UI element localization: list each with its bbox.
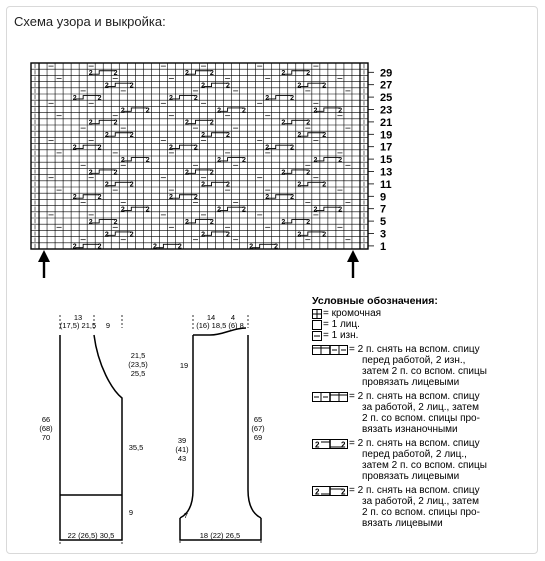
svg-text:2: 2 (297, 231, 302, 239)
svg-text:2: 2 (104, 82, 109, 90)
svg-text:2: 2 (315, 487, 320, 496)
svg-text:2: 2 (313, 107, 318, 115)
svg-text:2: 2 (209, 218, 214, 226)
row-number: 1 (380, 240, 387, 253)
svg-text:2: 2 (306, 119, 311, 127)
svg-text:2: 2 (338, 107, 343, 115)
svg-text:2: 2 (185, 169, 189, 177)
sleeve-top-right: 4 (230, 313, 236, 322)
legend-text: = 1 изн. (323, 330, 359, 341)
body-armhole-3: 25,5 (130, 369, 146, 378)
legend-text: перед работой, 2 изн., (362, 355, 466, 366)
svg-text:2: 2 (281, 218, 286, 226)
row-number: 23 (380, 104, 393, 117)
svg-text:2: 2 (265, 144, 270, 152)
legend-text: затем 2 п. со вспом. спицы (362, 366, 487, 377)
svg-text:2: 2 (265, 194, 270, 202)
svg-text:2: 2 (120, 107, 125, 115)
svg-text:2: 2 (225, 82, 230, 90)
svg-text:2: 2 (297, 132, 302, 140)
svg-text:2: 2 (290, 144, 295, 152)
body-top-width: 13 (73, 313, 83, 322)
legend-item-edge (312, 308, 536, 319)
svg-text:2: 2 (145, 107, 150, 115)
sleeve-total-height-2: (67) (251, 424, 265, 433)
svg-text:2: 2 (225, 132, 230, 140)
legend-item-cable-back-purl (312, 391, 536, 435)
svg-text:2: 2 (193, 194, 198, 202)
svg-text:2: 2 (145, 156, 150, 164)
sleeve-height-1: 39 (177, 436, 187, 445)
svg-text:2: 2 (193, 144, 198, 152)
cable-back-knit-icon (312, 486, 348, 496)
sleeve-bottom-width: 18 (22) 26,5 (199, 531, 241, 540)
svg-text:2: 2 (265, 94, 270, 102)
svg-text:2: 2 (193, 94, 198, 102)
legend-text: = кромочная (323, 308, 382, 319)
svg-text:2: 2 (209, 70, 214, 78)
svg-text:2: 2 (72, 144, 77, 152)
svg-text:2: 2 (201, 82, 206, 90)
sleeve-total-height-1: 65 (253, 415, 263, 424)
svg-text:2: 2 (104, 181, 109, 189)
sleeve-pattern (177, 328, 261, 540)
svg-text:2: 2 (113, 169, 118, 177)
knit-stitch-icon (312, 320, 322, 330)
svg-text:2: 2 (281, 70, 286, 78)
row-number-column (368, 67, 392, 253)
svg-text:2: 2 (113, 70, 118, 78)
body-bottom-width: 22 (26,5) 30,5 (67, 531, 115, 540)
sleeve-height-2: (41) (175, 445, 189, 454)
row-number: 5 (380, 216, 387, 229)
legend-text: провязать лицевыми (362, 471, 460, 482)
legend-item-cable-front-knit (312, 438, 536, 482)
repeat-arrow-left (38, 250, 50, 278)
sleeve-top-left: 14 (206, 313, 216, 322)
legend-text: = 1 лиц. (323, 319, 360, 330)
svg-text:2: 2 (201, 181, 206, 189)
page-heading: Схема узора и выкройка: (14, 14, 166, 29)
svg-text:2: 2 (120, 156, 125, 164)
legend-text: вязать лицевыми (362, 518, 443, 529)
svg-text:2: 2 (72, 243, 77, 251)
svg-text:2: 2 (322, 132, 327, 140)
svg-text:2: 2 (88, 218, 93, 226)
svg-text:2: 2 (217, 206, 222, 214)
svg-text:2: 2 (177, 243, 182, 251)
garment-schematics (0, 300, 310, 555)
body-labels (39, 313, 148, 540)
svg-text:2: 2 (169, 144, 173, 152)
row-number: 19 (380, 129, 393, 142)
row-number: 17 (380, 141, 393, 154)
svg-text:2: 2 (169, 94, 173, 102)
svg-text:2: 2 (209, 169, 214, 177)
svg-text:2: 2 (209, 119, 214, 127)
legend-text: за работой, 2 лиц., затем (362, 496, 479, 507)
body-middle-height: 35,5 (128, 443, 144, 452)
svg-text:2: 2 (249, 243, 254, 251)
cable-front-purl-icon (312, 345, 348, 355)
svg-text:2: 2 (152, 243, 157, 251)
repeat-arrow-right (347, 250, 359, 278)
svg-text:2: 2 (217, 156, 222, 164)
legend-text: затем 2 п. со вспом. спицы (362, 460, 487, 471)
svg-text:2: 2 (217, 107, 222, 115)
svg-text:2: 2 (242, 107, 246, 115)
svg-text:2: 2 (290, 94, 295, 102)
svg-text:2: 2 (201, 231, 206, 239)
svg-text:2: 2 (297, 181, 302, 189)
purl-stitch-icon (312, 331, 322, 341)
svg-text:2: 2 (97, 144, 102, 152)
svg-text:2: 2 (225, 231, 230, 239)
body-armhole-2: (23,5) (128, 360, 148, 369)
svg-text:2: 2 (242, 206, 246, 214)
svg-text:2: 2 (104, 132, 109, 140)
svg-text:2: 2 (97, 94, 102, 102)
body-total-height-2: (68) (39, 424, 53, 433)
row-number: 29 (380, 67, 393, 80)
symbol-legend (312, 296, 536, 532)
cable-back-purl-icon (312, 392, 348, 402)
body-total-height-1: 66 (41, 415, 51, 424)
svg-text:2: 2 (129, 132, 134, 140)
body-dimension-lines (60, 315, 122, 545)
svg-text:2: 2 (129, 181, 134, 189)
svg-text:2: 2 (185, 70, 189, 78)
row-number: 15 (380, 154, 393, 167)
body-armhole-1: 21,5 (130, 351, 146, 360)
legend-item-cable-front-purl (312, 344, 536, 388)
svg-text:2: 2 (88, 70, 93, 78)
row-number: 13 (380, 166, 393, 179)
edge-stitch-icon (312, 309, 322, 319)
svg-text:2: 2 (225, 181, 230, 189)
legend-text: вязать изнаночными (362, 424, 458, 435)
svg-text:2: 2 (322, 82, 327, 90)
svg-text:2: 2 (281, 169, 286, 177)
svg-text:2: 2 (169, 194, 173, 202)
row-number: 11 (380, 178, 392, 191)
svg-text:2: 2 (185, 119, 189, 127)
legend-text: 2 п. со вспом. спицы про- (362, 507, 480, 518)
row-number: 9 (380, 191, 387, 204)
row-number: 3 (380, 228, 387, 241)
svg-text:2: 2 (338, 156, 343, 164)
sleeve-total-height-3: 69 (253, 433, 263, 442)
row-number: 21 (380, 116, 393, 129)
sleeve-cap-height: 19 (179, 361, 189, 370)
sleeve-height-3: 43 (177, 454, 187, 463)
svg-text:2: 2 (120, 206, 125, 214)
svg-text:2: 2 (338, 206, 343, 214)
svg-text:2: 2 (242, 156, 246, 164)
svg-text:2: 2 (113, 119, 118, 127)
body-shoulder: 9 (105, 321, 111, 330)
svg-text:2: 2 (88, 119, 93, 127)
legend-text: = 2 п. снять на вспом. спицу (349, 344, 480, 355)
legend-text: = 2 п. снять на вспом. спицу (349, 391, 480, 402)
sleeve-labels (175, 313, 265, 540)
svg-text:2: 2 (145, 206, 150, 214)
row-number: 7 (380, 203, 387, 216)
sleeve-cuff-height: 7 (183, 511, 189, 520)
svg-text:2: 2 (290, 194, 295, 202)
svg-text:2: 2 (88, 169, 93, 177)
body-pattern (60, 335, 122, 540)
svg-text:2: 2 (113, 218, 118, 226)
legend-text: провязать лицевыми (362, 377, 460, 388)
cable-front-knit-icon (312, 439, 348, 449)
svg-text:2: 2 (315, 440, 320, 449)
sleeve-top-alt: (16) 18,5 (6) 8 (196, 321, 244, 330)
svg-text:2: 2 (341, 440, 346, 449)
svg-text:2: 2 (341, 487, 346, 496)
sleeve-dimension-lines (177, 315, 261, 545)
svg-text:2: 2 (104, 231, 109, 239)
legend-text: = 2 п. снять на вспом. спицу (349, 438, 480, 449)
legend-title: Условные обозначения: (312, 295, 438, 307)
svg-text:2: 2 (322, 181, 327, 189)
body-top-width-alt: (17,5) 21,5 (59, 321, 97, 330)
legend-item-purl (312, 330, 536, 341)
svg-text:2: 2 (297, 82, 302, 90)
svg-text:2: 2 (274, 243, 279, 251)
legend-text: за работой, 2 лиц., затем (362, 402, 479, 413)
svg-text:2: 2 (201, 132, 206, 140)
svg-text:2: 2 (129, 82, 134, 90)
svg-text:2: 2 (281, 119, 286, 127)
svg-text:2: 2 (306, 70, 311, 78)
svg-text:2: 2 (306, 218, 311, 226)
svg-text:2: 2 (313, 206, 318, 214)
body-rib-height: 9 (128, 508, 134, 517)
legend-text: перед работой, 2 лиц., (362, 449, 467, 460)
svg-text:2: 2 (313, 156, 318, 164)
row-number: 25 (380, 92, 393, 105)
legend-text: 2 п. со вспом. спицы про- (362, 413, 480, 424)
svg-text:2: 2 (72, 194, 77, 202)
body-total-height-3: 70 (41, 433, 51, 442)
svg-text:2: 2 (129, 231, 134, 239)
legend-item-knit (312, 319, 536, 330)
svg-text:2: 2 (322, 231, 327, 239)
svg-text:2: 2 (97, 194, 102, 202)
svg-text:2: 2 (72, 94, 77, 102)
legend-text: = 2 п. снять на вспом. спицу (349, 485, 480, 496)
row-number: 27 (380, 79, 393, 92)
svg-text:2: 2 (306, 169, 311, 177)
svg-text:2: 2 (97, 243, 102, 251)
legend-item-cable-back-knit (312, 485, 536, 529)
svg-text:2: 2 (185, 218, 189, 226)
